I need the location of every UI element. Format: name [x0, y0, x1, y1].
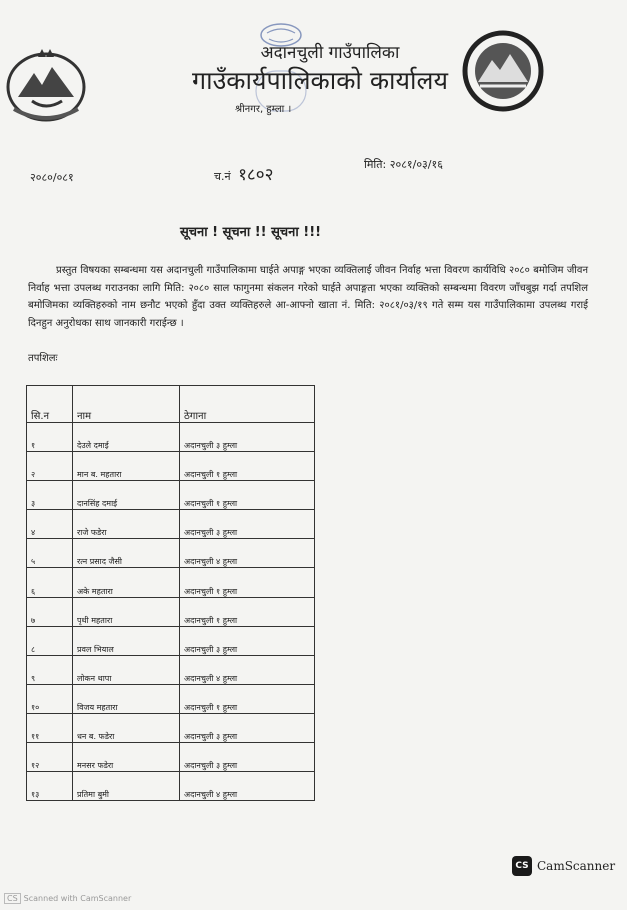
table-row [27, 713, 315, 742]
details-label: तपशिलः [28, 353, 58, 364]
address-cell: अदानचुली ४ हुम्ला [180, 655, 315, 684]
address-cell: अदानचुली ३ हुम्ला [180, 423, 315, 452]
name-cell: प्रतिमा बुमी [73, 772, 180, 801]
table-row [27, 743, 315, 772]
serial-cell: ११ [27, 713, 73, 742]
notice-title: सूचना ! सूचना !! सूचना !!! [180, 225, 322, 240]
name-cell: मान ब. महतारा [73, 452, 180, 481]
serial-cell: ४ [27, 510, 73, 539]
nepal-emblem-icon [4, 45, 88, 125]
serial-cell: २ [27, 452, 73, 481]
office-name: गाउँकार्यपालिकाको कार्यालय [192, 66, 448, 95]
name-cell: अके महतारा [73, 568, 180, 597]
address-cell: अदानचुली ४ हुम्ला [180, 772, 315, 801]
address-cell: अदानचुली १ हुम्ला [180, 452, 315, 481]
table-row [27, 772, 315, 801]
address-cell: अदानचुली ३ हुम्ला [180, 510, 315, 539]
address-cell: अदानचुली १ हुम्ला [180, 481, 315, 510]
serial-cell: १० [27, 684, 73, 713]
serial-cell: ६ [27, 568, 73, 597]
table-row [27, 539, 315, 568]
address-cell: अदानचुली ४ हुम्ला [180, 539, 315, 568]
table-row [27, 597, 315, 626]
beneficiary-table [26, 385, 315, 801]
address-cell: अदानचुली १ हुम्ला [180, 684, 315, 713]
notice-body: प्रस्तुत विषयका सम्बन्धमा यस अदानचुली गाउँपालिकामा घाईते अपाङ्ग भएका व्यक्तिलाई जीवन निर्वाह भत्ता विवरण कार्यविधि २०८० बमोजिम जीवन निर्वाह भत्ता उपलब्ध गराउनका लागि मिति: २०८० साल फागुनमा संकलन गरेको घाईते अपाङ्गता भएका व्यक्तिको सम्बन्धमा विवरण जाँचबुझ गर्दा तपशिल बमोजिमका व्यक्तिहरुको नाम छनौट भएको हुँदा उक्त व्यक्तिहरुले आ-आफ्नो खाता नं. मिति: २०८१/०३/१९ गते सम्म यस गाउँपालिकामा उपलब्ध गराई दिनहुन अनुरोधका साथ जानकारी गराईन्छ । [28, 265, 588, 329]
table-row [27, 684, 315, 713]
name-cell: विजय महतारा [73, 684, 180, 713]
scan-footer-text: Scanned with CamScanner [23, 894, 132, 903]
scan-footer-badge: CS [4, 893, 21, 904]
fiscal-year: २०८०/०८१ [30, 171, 74, 184]
name-cell: लोकन थापा [73, 655, 180, 684]
serial-cell: ८ [27, 626, 73, 655]
serial-cell: १२ [27, 743, 73, 772]
serial-cell: ९ [27, 655, 73, 684]
column-header-serial: सि.न [27, 386, 73, 423]
camscanner-label: CamScanner [537, 859, 616, 873]
office-address: श्रीनगर, हुम्ला । [235, 104, 292, 115]
name-cell: राजे फडेरा [73, 510, 180, 539]
address-cell: अदानचुली १ हुम्ला [180, 568, 315, 597]
name-cell: धन ब. फडेरा [73, 713, 180, 742]
name-cell: रत्न प्रसाद जैसी [73, 539, 180, 568]
name-cell: पृथी महतारा [73, 597, 180, 626]
name-cell: मनसर फडेरा [73, 743, 180, 772]
table-row [27, 481, 315, 510]
serial-cell: १ [27, 423, 73, 452]
address-cell: अदानचुली ३ हुम्ला [180, 713, 315, 742]
column-header-address: ठेगाना [180, 386, 315, 423]
dispatch-label: च.नं [214, 170, 231, 183]
serial-cell: ३ [27, 481, 73, 510]
table-header-row [27, 386, 315, 423]
name-cell: देउले दमाई [73, 423, 180, 452]
table-row [27, 655, 315, 684]
table-row [27, 423, 315, 452]
address-cell: अदानचुली ३ हुम्ला [180, 743, 315, 772]
column-header-name: नाम [73, 386, 180, 423]
serial-cell: ५ [27, 539, 73, 568]
table-row [27, 510, 315, 539]
serial-cell: १३ [27, 772, 73, 801]
name-cell: दानसिंह दमाई [73, 481, 180, 510]
camscanner-logo-icon: CS [512, 856, 532, 876]
dispatch-number [214, 162, 273, 185]
organization-name: अदानचुली गाउँपालिका [260, 43, 400, 63]
serial-cell: ७ [27, 597, 73, 626]
dispatch-value: १८०२ [238, 165, 274, 185]
table-row [27, 568, 315, 597]
issue-date: मिति: २०८१/०३/१६ [364, 158, 443, 171]
scan-footer [4, 893, 131, 904]
table-row [27, 452, 315, 481]
address-cell: अदानचुली १ हुम्ला [180, 597, 315, 626]
address-cell: अदानचुली ३ हुम्ला [180, 626, 315, 655]
name-cell: प्रवल भियाल [73, 626, 180, 655]
table-row [27, 626, 315, 655]
